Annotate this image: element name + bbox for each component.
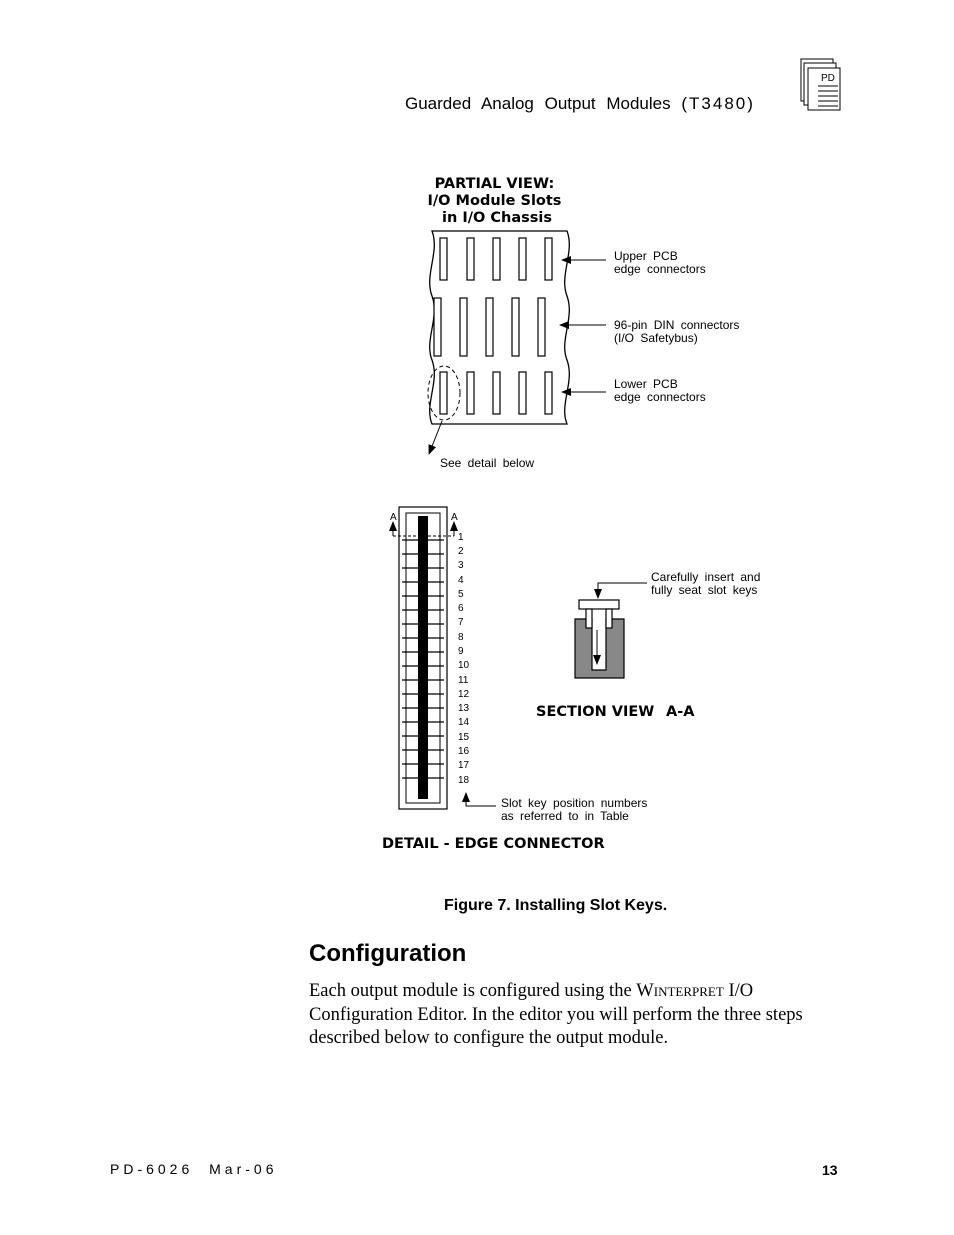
slot-key-numbers-label: Slot key position numbers as referred to in Table (501, 796, 648, 823)
partial-view-title (427, 176, 566, 226)
body-text-part-1: Each output module is configured using the (309, 981, 637, 1001)
insert-keys-arrow (598, 583, 647, 598)
detail-callout-arrow (429, 421, 442, 454)
product-name: Winterpret (636, 981, 724, 1001)
upper-pcb-label: Upper PCB edge connectors (614, 249, 706, 276)
header-title-text: Guarded Analog Output Modules (405, 94, 671, 113)
din-label: 96-pin DIN connectors (I/O Safetybus) (614, 318, 740, 345)
partial-view-title-line-2: I/O Module Slots (427, 193, 562, 209)
insert-keys-label: Carefully insert and fully seat slot keys (651, 570, 761, 597)
body-paragraph (309, 980, 849, 1051)
section-view-drawing (575, 600, 624, 678)
pd-logo-text: PD (821, 73, 835, 84)
lower-pcb-label: Lower PCB edge connectors (614, 377, 706, 404)
edge-connector-detail (399, 507, 447, 809)
section-heading: Configuration (309, 940, 467, 967)
section-marker-left: A (390, 512, 397, 523)
section-marker-right: A (451, 512, 458, 523)
footer-document-id: PD-6026 Mar-06 (110, 1161, 278, 1177)
detail-edge-connector-title: DETAIL - EDGE CONNECTOR (382, 836, 605, 852)
partial-view-title-line-1: PARTIAL VIEW: (434, 176, 555, 192)
section-view-id: A-A (666, 704, 695, 720)
figure-caption: Figure 7. Installing Slot Keys. (444, 897, 668, 914)
partial-view-title-line-3: in I/O Chassis (441, 210, 553, 226)
header-model-code: (T3480) (681, 94, 755, 113)
edge-connector-spine (418, 516, 428, 799)
page-number: 13 (822, 1162, 838, 1178)
see-detail-label: See detail below (440, 456, 535, 470)
body-text-part-2: I/O Configuration Editor. In the editor you will perform the three steps described below to configure the output module. (309, 981, 803, 1048)
section-view-label: SECTION VIEW (536, 704, 655, 720)
slot-key-numbers-arrow (466, 793, 496, 806)
slot-number-list: 1 2 3 4 5 6 7 8 9 10 11 12 13 14 15 16 17 18 (458, 532, 470, 786)
